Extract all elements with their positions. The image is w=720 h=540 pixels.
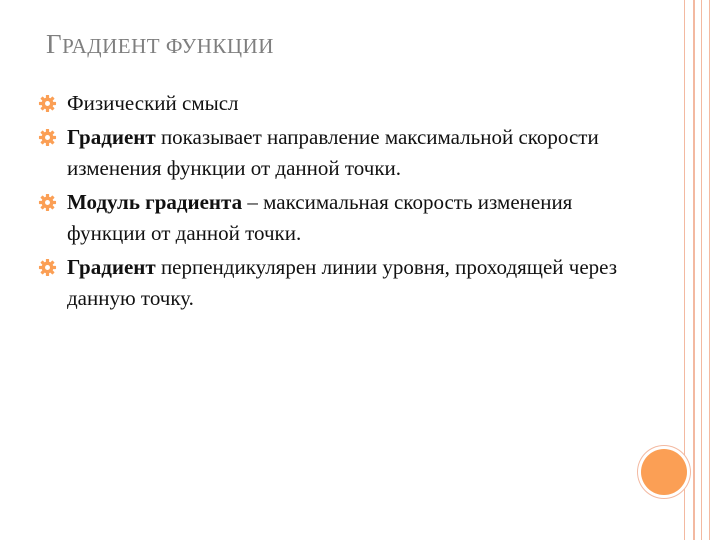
gear-icon (38, 94, 57, 113)
bullet-text: показывает направление максимальной скорости изменения функции от данной точки. (67, 125, 599, 180)
bullet-text: перпендикулярен линии уровня, проходящей через данную точку. (67, 255, 618, 310)
gear-icon (38, 258, 57, 277)
bullet-term: Модуль градиента (67, 190, 243, 214)
bullet-item (38, 252, 638, 314)
bullet-item (38, 187, 638, 249)
decorative-circle (641, 449, 687, 495)
decorative-line (701, 0, 702, 540)
decorative-line (684, 0, 685, 540)
bullet-item (38, 122, 638, 184)
bullet-list (38, 88, 638, 317)
bullet-term: Градиент (67, 125, 156, 149)
bullet-item (38, 88, 638, 119)
gear-icon (38, 193, 57, 212)
slide-title-initial: Г (46, 29, 63, 59)
gear-icon (38, 128, 57, 147)
bullet-text: Физический смысл (67, 91, 239, 115)
bullet-text: – максимальная скорость изменения функции от данной точки. (67, 190, 573, 245)
slide-title-rest: РАДИЕНТ ФУНКЦИИ (62, 34, 274, 58)
decorative-line (693, 0, 695, 540)
decorative-line (709, 0, 710, 540)
slide-title (46, 29, 274, 60)
bullet-term: Градиент (67, 255, 156, 279)
